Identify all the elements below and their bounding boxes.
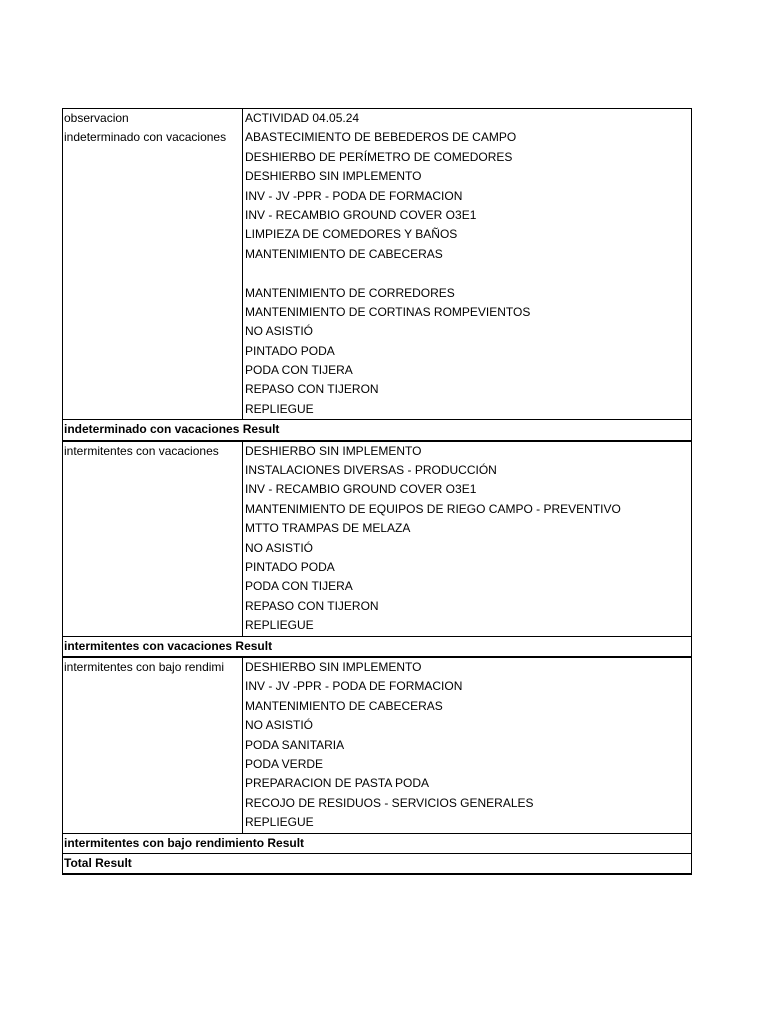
group-label[interactable]: intermitentes con bajo rendimi — [64, 659, 225, 674]
header-row — [63, 109, 691, 128]
activity-cell[interactable]: NO ASISTIÓ — [245, 324, 314, 339]
group-label[interactable]: indeterminado con vacaciones — [64, 130, 227, 145]
activity-cell[interactable]: REPLIEGUE — [245, 815, 314, 830]
activity-cell[interactable]: REPLIEGUE — [245, 618, 314, 633]
activity-cell[interactable]: DESHIERBO DE PERÍMETRO DE COMEDORES — [245, 149, 513, 164]
subtotal-row — [63, 419, 691, 439]
activity-cell[interactable]: DESHIERBO SIN IMPLEMENTO — [245, 443, 422, 458]
activity-cell[interactable]: PODA CON TIJERA — [245, 579, 353, 594]
group-row — [63, 128, 691, 419]
activity-cell[interactable]: MANTENIMIENTO DE CABECERAS — [245, 246, 443, 261]
header-actividad[interactable]: ACTIVIDAD 04.05.24 — [242, 109, 691, 128]
total-result-label[interactable]: Total Result — [64, 855, 132, 870]
activity-cell[interactable]: REPLIEGUE — [245, 401, 314, 416]
activity-cell[interactable]: MTTO TRAMPAS DE MELAZA — [245, 521, 411, 536]
table-body — [63, 128, 691, 853]
total-row — [63, 853, 691, 873]
group-result-label[interactable]: intermitentes con bajo rendimiento Result — [64, 835, 305, 850]
subtotal-row — [63, 636, 691, 656]
activity-cell[interactable]: NO ASISTIÓ — [245, 540, 314, 555]
group-result-label[interactable]: intermitentes con vacaciones Result — [64, 638, 273, 653]
activity-cell[interactable]: NO ASISTIÓ — [245, 718, 314, 733]
activity-cell[interactable]: PODA VERDE — [245, 756, 324, 771]
activity-cell[interactable] — [245, 264, 691, 283]
subtotal-row — [63, 833, 691, 853]
activity-cell[interactable]: ABASTECIMIENTO DE BEBEDEROS DE CAMPO — [245, 130, 517, 145]
activity-list — [242, 128, 691, 419]
activity-cell[interactable]: DESHIERBO SIN IMPLEMENTO — [245, 169, 422, 184]
activity-cell[interactable]: INSTALACIONES DIVERSAS - PRODUCCIÓN — [245, 463, 497, 478]
activity-cell[interactable]: MANTENIMIENTO DE CABECERAS — [245, 698, 443, 713]
activity-cell[interactable]: PREPARACION DE PASTA PODA — [245, 776, 430, 791]
activity-cell[interactable]: RECOJO DE RESIDUOS - SERVICIOS GENERALES — [245, 795, 534, 810]
group-result-label[interactable]: indeterminado con vacaciones Result — [64, 422, 280, 437]
activity-cell[interactable]: DESHIERBO SIN IMPLEMENTO — [245, 659, 422, 674]
activity-cell[interactable]: INV - RECAMBIO GROUND COVER O3E1 — [245, 207, 477, 222]
activity-list — [242, 442, 691, 636]
activity-cell[interactable]: PINTADO PODA — [245, 343, 335, 358]
activity-cell[interactable]: INV - JV -PPR - PODA DE FORMACION — [245, 679, 463, 694]
activity-cell[interactable]: MANTENIMIENTO DE CORTINAS ROMPEVIENTOS — [245, 304, 531, 319]
activity-cell[interactable]: PINTADO PODA — [245, 560, 335, 575]
activity-cell[interactable]: PODA CON TIJERA — [245, 363, 353, 378]
activity-cell[interactable]: LIMPIEZA DE COMEDORES Y BAÑOS — [245, 227, 458, 242]
activity-cell[interactable]: PODA SANITARIA — [245, 737, 345, 752]
group-label[interactable]: intermitentes con vacaciones — [64, 443, 219, 458]
activity-cell[interactable]: REPASO CON TIJERON — [245, 598, 379, 613]
activity-cell[interactable]: MANTENIMIENTO DE CORREDORES — [245, 285, 455, 300]
activity-cell[interactable]: INV - RECAMBIO GROUND COVER O3E1 — [245, 482, 477, 497]
activity-cell[interactable]: INV - JV -PPR - PODA DE FORMACION — [245, 188, 463, 203]
pivot-table — [62, 108, 692, 875]
header-observacion[interactable]: observacion — [64, 111, 129, 125]
activity-cell[interactable]: REPASO CON TIJERON — [245, 382, 379, 397]
activity-cell[interactable]: MANTENIMIENTO DE EQUIPOS DE RIEGO CAMPO - PREVENTIVO — [245, 501, 621, 516]
group-row — [63, 656, 691, 833]
activity-list — [242, 658, 691, 833]
group-row — [63, 440, 691, 636]
